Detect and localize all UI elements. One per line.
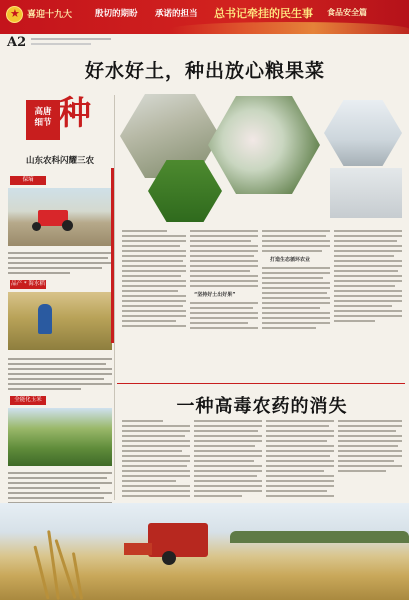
dateline — [31, 38, 111, 40]
photo-rooftop-panels — [324, 100, 402, 166]
farmer-figure — [38, 304, 52, 334]
logo-box-text: 高唐 细节 — [34, 107, 52, 129]
masthead-tag-4: 食品安全篇 — [327, 8, 367, 17]
article2-col-3 — [266, 420, 334, 500]
photo-rice-harvest — [8, 292, 112, 350]
harvester-icon — [148, 523, 208, 557]
party-badge-icon — [6, 6, 23, 23]
masthead-tag-2: 承诺的担当 — [155, 9, 198, 19]
left-text-block-1 — [8, 252, 112, 277]
second-headline: 一种高毒农药的消失 — [176, 396, 348, 417]
masthead-series: 喜迎十九大 — [27, 10, 73, 20]
article1-col-1 — [122, 230, 186, 330]
article1-subhead-2: 打造生态循环农业 — [270, 257, 311, 263]
column-rule — [114, 95, 115, 500]
photo-sea-shore — [330, 168, 402, 218]
main-headline: 好水好土，种出放心粮果菜 — [84, 60, 325, 82]
dateline-2 — [31, 43, 91, 45]
photo-tractor-field — [8, 188, 112, 246]
left-text-block-2 — [8, 358, 112, 393]
photo-market-produce — [208, 96, 320, 194]
section-label-2: 品产 * 海水稻 — [11, 281, 45, 287]
hero-photo-collage — [120, 94, 402, 224]
masthead-swoosh — [170, 22, 409, 34]
section-label-1: 保墒 — [10, 176, 46, 185]
wheat-stalk — [33, 545, 49, 599]
photo-corn-field — [8, 408, 112, 466]
article1-subhead-1: “坚持好土出好果” — [194, 292, 236, 298]
article1-col-4 — [334, 230, 402, 325]
column-logo — [26, 93, 91, 146]
masthead-main: 总书记牵挂的民生事 — [214, 7, 313, 20]
masthead-tag-1: 殷切的期盼 — [95, 9, 138, 19]
tree-line — [230, 531, 409, 543]
left-column-title: 山东农科闪耀三农 — [25, 156, 94, 166]
page-number: A2 — [7, 35, 27, 50]
article2-col-2 — [194, 420, 262, 500]
article2-col-4 — [338, 420, 402, 475]
red-accent-bar — [111, 168, 114, 343]
article2-col-1 — [122, 420, 190, 500]
section-divider — [117, 383, 405, 384]
tractor-icon — [38, 210, 68, 226]
logo-big-char: 种 — [58, 93, 91, 132]
photo-wheat-harvest — [0, 503, 409, 600]
article1-col-3 — [262, 230, 330, 332]
masthead-banner — [0, 0, 409, 34]
logo-box — [26, 100, 60, 140]
section-label-3: 全能化玉米 — [10, 396, 46, 405]
article1-col-2 — [190, 230, 258, 332]
